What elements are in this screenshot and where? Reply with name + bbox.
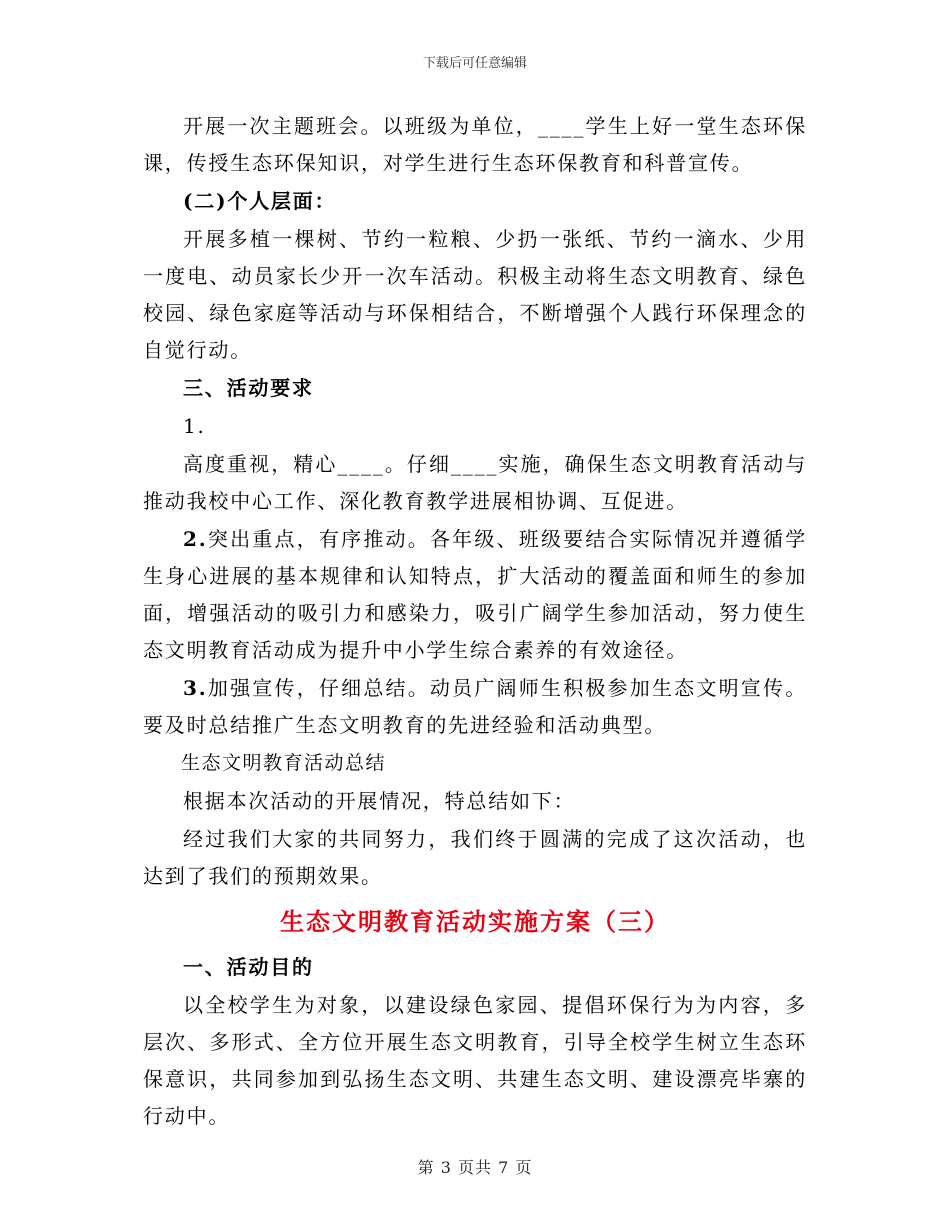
summary-body: 经过我们大家的共同努力，我们终于圆满的完成了这次活动，也达到了我们的预期效果。 (143, 827, 807, 888)
summary-title: 生态文明教育活动总结 (181, 752, 387, 774)
list-item-text-3: 加强宣传，仔细总结。动员广阔师生积极参加生态文明宣传。要及时总结推广生态文明教育的先进经验和活动典型。 (143, 676, 807, 737)
list-item-number-1 (143, 408, 807, 445)
list-number: 2. (183, 527, 208, 551)
list-number: 3. (183, 676, 208, 700)
section-title: 生态文明教育活动实施方案（三） (280, 907, 670, 936)
paragraph-personal-activities: 开展多植一棵树、节约一粒粮、少扔一张纸、节约一滴水、少用一度电、动员家长少开一次车活动。积极主动将生态文明教育、绿色校园、绿色家庭等活动与环保相结合，不断增强个人践行环保理念的自觉行动。 (143, 227, 807, 362)
list-item-text-1: 高度重视，精心____。仔细____实施，确保生态文明教育活动与推动我校中心工作、深化教育教学进展相协调、互促进。 (143, 452, 807, 513)
list-item-3 (143, 670, 807, 744)
list-number: 1. (183, 414, 206, 438)
page-number: 第 3 页共 7 页 (417, 1158, 533, 1177)
header-note: 下载后可任意编辑 (422, 56, 527, 71)
heading-personal-level: (二)个人层面： (183, 189, 337, 213)
heading-activity-requirements: 三、活动要求 (183, 376, 314, 400)
list-item-text-2: 突出重点，有序推动。各年级、班级要结合实际情况并遵循学生身心进展的基本规律和认知特点，扩大活动的覆盖面和师生的参加面，增强活动的吸引力和感染力，吸引广阔学生参加活动，努力使生态文明教育活动成为提升中小学生综合素养的有效途径。 (143, 527, 807, 662)
paragraph-class-meeting: 开展一次主题班会。以班级为单位，____学生上好一堂生态环保课，传授生态环保知识，对学生进行生态环保教育和科普宣传。 (143, 114, 807, 175)
paragraph-activity-goal: 以全校学生为对象，以建设绿色家园、提倡环保行为为内容，多层次、多形式、全方位开展生态文明教育，引导全校学生树立生态环保意识，共同参加到弘扬生态文明、共建生态文明、建设漂亮毕寨的行动中。 (143, 993, 807, 1128)
document-body (143, 108, 807, 1136)
heading-activity-goal: 一、活动目的 (183, 955, 314, 979)
summary-intro: 根据本次活动的开展情况，特总结如下： (183, 789, 576, 813)
list-item-2 (143, 521, 807, 669)
